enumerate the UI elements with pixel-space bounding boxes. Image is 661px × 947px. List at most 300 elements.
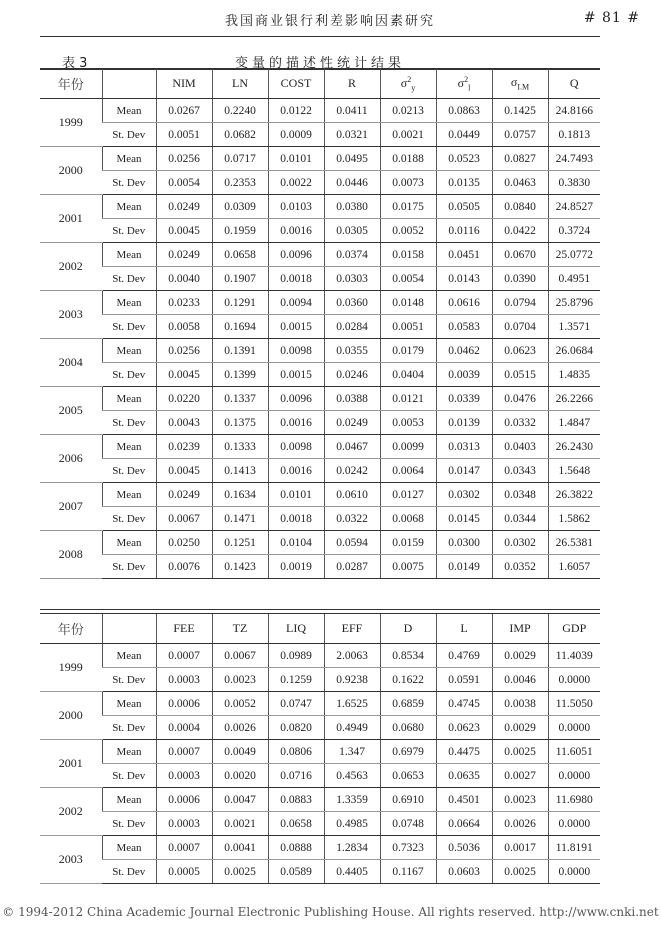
value-cell: 0.0023 <box>212 668 268 692</box>
table-row <box>40 243 600 267</box>
value-cell: 0.0242 <box>324 459 380 483</box>
value-cell: 0.0332 <box>492 411 548 435</box>
year-cell: 2002 <box>40 788 102 836</box>
value-cell: 0.4769 <box>436 644 492 668</box>
stat-label: St. Dev <box>102 123 156 147</box>
stat-label: St. Dev <box>102 860 156 884</box>
value-cell: 0.0015 <box>268 315 324 339</box>
value-cell: 0.0116 <box>436 219 492 243</box>
value-cell: 0.0007 <box>156 836 212 860</box>
table-row <box>40 171 600 195</box>
column-header <box>268 614 324 644</box>
stat-label: Mean <box>102 788 156 812</box>
value-cell: 0.0068 <box>380 507 436 531</box>
value-cell: 0.1375 <box>212 411 268 435</box>
value-cell: 0.0043 <box>156 411 212 435</box>
value-cell: 0.0716 <box>268 764 324 788</box>
value-cell: 0.0249 <box>156 195 212 219</box>
table-row <box>40 459 600 483</box>
table-row <box>40 123 600 147</box>
value-cell: 0.0404 <box>380 363 436 387</box>
column-name: L <box>460 621 468 635</box>
value-cell: 0.0348 <box>492 483 548 507</box>
value-cell: 0.0523 <box>436 147 492 171</box>
table-row <box>40 860 600 884</box>
value-cell: 0.0820 <box>268 716 324 740</box>
value-cell: 0.1291 <box>212 291 268 315</box>
stat-label: Mean <box>102 644 156 668</box>
value-cell: 0.4563 <box>324 764 380 788</box>
value-cell: 0.0147 <box>436 459 492 483</box>
column-name: Q <box>569 76 579 90</box>
stat-label: St. Dev <box>102 171 156 195</box>
value-cell: 0.0505 <box>436 195 492 219</box>
value-cell: 1.347 <box>324 740 380 764</box>
value-cell: 11.5050 <box>548 692 600 716</box>
value-cell: 0.0757 <box>492 123 548 147</box>
value-cell: 0.0049 <box>212 740 268 764</box>
value-cell: 0.0018 <box>268 507 324 531</box>
value-cell: 0.0390 <box>492 267 548 291</box>
value-cell: 0.0053 <box>380 411 436 435</box>
value-cell: 0.1425 <box>492 99 548 123</box>
value-cell: 0.0026 <box>492 812 548 836</box>
value-cell: 0.0018 <box>268 267 324 291</box>
value-cell: 0.1959 <box>212 219 268 243</box>
stats-table-bottom <box>40 614 600 884</box>
value-cell: 0.0004 <box>156 716 212 740</box>
year-cell: 2002 <box>40 243 102 291</box>
value-cell: 0.0015 <box>268 363 324 387</box>
value-cell: 0.0623 <box>436 716 492 740</box>
year-header: 年份 <box>40 614 102 644</box>
table-title: 变量的描述性统计结果 <box>234 56 405 71</box>
stat-label: Mean <box>102 339 156 363</box>
value-cell: 0.0827 <box>492 147 548 171</box>
value-cell: 0.0462 <box>436 339 492 363</box>
value-cell: 0.0054 <box>380 267 436 291</box>
table-number: 表 3 <box>62 56 88 71</box>
table-row <box>40 219 600 243</box>
column-header <box>156 614 212 644</box>
running-title: 我国商业银行利差影响因素研究 <box>224 14 435 29</box>
column-name: FEE <box>173 621 195 635</box>
column-header <box>548 69 600 99</box>
value-cell: 0.0029 <box>492 716 548 740</box>
value-cell: 0.0380 <box>324 195 380 219</box>
value-cell: 1.4847 <box>548 411 600 435</box>
value-cell: 0.0422 <box>492 219 548 243</box>
value-cell: 0.0213 <box>380 99 436 123</box>
stat-label: Mean <box>102 99 156 123</box>
table-row <box>40 764 600 788</box>
table-row <box>40 644 600 668</box>
value-cell: 0.0188 <box>380 147 436 171</box>
value-cell: 0.0680 <box>380 716 436 740</box>
table-row <box>40 483 600 507</box>
value-cell: 0.6979 <box>380 740 436 764</box>
column-name: NIM <box>172 76 196 90</box>
column-header <box>380 69 436 99</box>
value-cell: 0.1391 <box>212 339 268 363</box>
value-cell: 0.0411 <box>324 99 380 123</box>
value-cell: 0.0888 <box>268 836 324 860</box>
value-cell: 0.3830 <box>548 171 600 195</box>
year-cell: 2005 <box>40 387 102 435</box>
value-cell: 0.0594 <box>324 531 380 555</box>
value-cell: 0.1423 <box>212 555 268 579</box>
table-row <box>40 411 600 435</box>
value-cell: 0.1694 <box>212 315 268 339</box>
value-cell: 0.0027 <box>492 764 548 788</box>
stat-label: St. Dev <box>102 363 156 387</box>
value-cell: 11.6980 <box>548 788 600 812</box>
value-cell: 0.0023 <box>492 788 548 812</box>
value-cell: 0.0103 <box>268 195 324 219</box>
value-cell: 0.0863 <box>436 99 492 123</box>
value-cell: 24.8166 <box>548 99 600 123</box>
value-cell: 0.0122 <box>268 99 324 123</box>
table-row <box>40 555 600 579</box>
year-cell: 1999 <box>40 99 102 147</box>
value-cell: 0.0000 <box>548 668 600 692</box>
value-cell: 0.0007 <box>156 740 212 764</box>
value-cell: 0.0806 <box>268 740 324 764</box>
value-cell: 1.3571 <box>548 315 600 339</box>
stat-label: St. Dev <box>102 716 156 740</box>
page-number: # 81 # <box>583 10 640 26</box>
value-cell: 0.0003 <box>156 668 212 692</box>
value-cell: 0.0019 <box>268 555 324 579</box>
value-cell: 0.2353 <box>212 171 268 195</box>
value-cell: 0.0096 <box>268 243 324 267</box>
value-cell: 0.0139 <box>436 411 492 435</box>
value-cell: 26.2266 <box>548 387 600 411</box>
value-cell: 0.0009 <box>268 123 324 147</box>
value-cell: 0.2240 <box>212 99 268 123</box>
value-cell: 0.0589 <box>268 860 324 884</box>
column-header <box>324 614 380 644</box>
value-cell: 0.0374 <box>324 243 380 267</box>
table-row <box>40 740 600 764</box>
header-row <box>40 69 600 99</box>
value-cell: 0.0051 <box>156 123 212 147</box>
value-cell: 11.4039 <box>548 644 600 668</box>
value-cell: 0.0052 <box>380 219 436 243</box>
value-cell: 0.0653 <box>380 764 436 788</box>
column-header <box>324 69 380 99</box>
table-row <box>40 291 600 315</box>
column-name: σ <box>510 75 518 90</box>
value-cell: 0.3724 <box>548 219 600 243</box>
table-row <box>40 435 600 459</box>
value-cell: 0.5036 <box>436 836 492 860</box>
year-cell: 2003 <box>40 836 102 884</box>
stat-label: St. Dev <box>102 668 156 692</box>
year-cell: 2006 <box>40 435 102 483</box>
stat-label: Mean <box>102 531 156 555</box>
value-cell: 0.0016 <box>268 411 324 435</box>
column-header <box>492 69 548 99</box>
value-cell: 0.1907 <box>212 267 268 291</box>
value-cell: 0.0591 <box>436 668 492 692</box>
value-cell: 0.6859 <box>380 692 436 716</box>
value-cell: 0.0302 <box>492 531 548 555</box>
value-cell: 0.0717 <box>212 147 268 171</box>
value-cell: 0.0045 <box>156 219 212 243</box>
stat-label: St. Dev <box>102 764 156 788</box>
value-cell: 0.0610 <box>324 483 380 507</box>
value-cell: 0.0635 <box>436 764 492 788</box>
value-cell: 11.8191 <box>548 836 600 860</box>
value-cell: 0.0067 <box>156 507 212 531</box>
value-cell: 0.0054 <box>156 171 212 195</box>
value-cell: 0.0989 <box>268 644 324 668</box>
value-cell: 0.0016 <box>268 459 324 483</box>
value-cell: 0.0360 <box>324 291 380 315</box>
value-cell: 0.0148 <box>380 291 436 315</box>
value-cell: 0.0451 <box>436 243 492 267</box>
year-cell: 2000 <box>40 692 102 740</box>
column-header <box>436 69 492 99</box>
value-cell: 0.1333 <box>212 435 268 459</box>
year-cell: 2001 <box>40 740 102 788</box>
value-cell: 1.5648 <box>548 459 600 483</box>
value-cell: 26.2430 <box>548 435 600 459</box>
value-cell: 1.3359 <box>324 788 380 812</box>
value-cell: 0.0051 <box>380 315 436 339</box>
value-cell: 0.4949 <box>324 716 380 740</box>
value-cell: 0.0704 <box>492 315 548 339</box>
value-cell: 0.0149 <box>436 555 492 579</box>
value-cell: 0.0052 <box>212 692 268 716</box>
value-cell: 25.8796 <box>548 291 600 315</box>
value-cell: 24.7493 <box>548 147 600 171</box>
stat-label: Mean <box>102 387 156 411</box>
value-cell: 0.0016 <box>268 219 324 243</box>
value-cell: 0.0623 <box>492 339 548 363</box>
value-cell: 0.1399 <box>212 363 268 387</box>
value-cell: 0.0098 <box>268 339 324 363</box>
stat-label: St. Dev <box>102 219 156 243</box>
column-header <box>492 614 548 644</box>
value-cell: 26.5381 <box>548 531 600 555</box>
value-cell: 0.0041 <box>212 836 268 860</box>
value-cell: 0.0747 <box>268 692 324 716</box>
value-cell: 0.0670 <box>492 243 548 267</box>
value-cell: 0.0073 <box>380 171 436 195</box>
table-row <box>40 788 600 812</box>
value-cell: 0.0321 <box>324 123 380 147</box>
value-cell: 0.0096 <box>268 387 324 411</box>
value-cell: 0.0005 <box>156 860 212 884</box>
value-cell: 0.0025 <box>492 740 548 764</box>
value-cell: 0.0021 <box>380 123 436 147</box>
column-name: EFF <box>341 621 363 635</box>
column-superscript: 2 <box>464 74 469 84</box>
value-cell: 0.4501 <box>436 788 492 812</box>
value-cell: 0.0658 <box>268 812 324 836</box>
column-name: TZ <box>232 621 248 635</box>
value-cell: 0.1251 <box>212 531 268 555</box>
value-cell: 0.0515 <box>492 363 548 387</box>
column-name: LIQ <box>286 621 306 635</box>
table-row <box>40 315 600 339</box>
value-cell: 0.0449 <box>436 123 492 147</box>
stat-label: Mean <box>102 692 156 716</box>
value-cell: 0.1259 <box>268 668 324 692</box>
value-cell: 0.0682 <box>212 123 268 147</box>
value-cell: 0.0075 <box>380 555 436 579</box>
value-cell: 0.0664 <box>436 812 492 836</box>
value-cell: 0.0249 <box>156 243 212 267</box>
value-cell: 0.4985 <box>324 812 380 836</box>
value-cell: 0.0067 <box>212 644 268 668</box>
value-cell: 1.6057 <box>548 555 600 579</box>
value-cell: 11.6051 <box>548 740 600 764</box>
value-cell: 0.0007 <box>156 644 212 668</box>
table-row <box>40 99 600 123</box>
value-cell: 0.0017 <box>492 836 548 860</box>
value-cell: 0.0101 <box>268 147 324 171</box>
value-cell: 0.0220 <box>156 387 212 411</box>
value-cell: 0.0045 <box>156 363 212 387</box>
value-cell: 0.0000 <box>548 812 600 836</box>
value-cell: 0.0076 <box>156 555 212 579</box>
stat-label: Mean <box>102 243 156 267</box>
value-cell: 1.4835 <box>548 363 600 387</box>
column-header <box>380 614 436 644</box>
year-cell: 2000 <box>40 147 102 195</box>
value-cell: 0.0476 <box>492 387 548 411</box>
value-cell: 0.0021 <box>212 812 268 836</box>
value-cell: 0.7323 <box>380 836 436 860</box>
value-cell: 0.0339 <box>436 387 492 411</box>
value-cell: 0.0046 <box>492 668 548 692</box>
value-cell: 0.0249 <box>324 411 380 435</box>
year-header: 年份 <box>40 69 102 99</box>
stat-label: St. Dev <box>102 459 156 483</box>
table-row <box>40 339 600 363</box>
table-row <box>40 387 600 411</box>
value-cell: 0.0883 <box>268 788 324 812</box>
value-cell: 0.0403 <box>492 435 548 459</box>
value-cell: 26.0684 <box>548 339 600 363</box>
stat-label: Mean <box>102 483 156 507</box>
column-name: LN <box>232 76 248 90</box>
value-cell: 0.4951 <box>548 267 600 291</box>
value-cell: 0.0135 <box>436 171 492 195</box>
value-cell: 0.0003 <box>156 764 212 788</box>
column-header <box>548 614 600 644</box>
table-row <box>40 267 600 291</box>
value-cell: 0.0658 <box>212 243 268 267</box>
value-cell: 0.0064 <box>380 459 436 483</box>
value-cell: 0.6910 <box>380 788 436 812</box>
value-cell: 0.0267 <box>156 99 212 123</box>
value-cell: 0.0748 <box>380 812 436 836</box>
column-header <box>156 69 212 99</box>
value-cell: 0.0388 <box>324 387 380 411</box>
column-header <box>212 614 268 644</box>
value-cell: 2.0063 <box>324 644 380 668</box>
value-cell: 0.0352 <box>492 555 548 579</box>
value-cell: 0.0145 <box>436 507 492 531</box>
value-cell: 0.0039 <box>436 363 492 387</box>
value-cell: 0.1622 <box>380 668 436 692</box>
value-cell: 0.4475 <box>436 740 492 764</box>
column-name: IMP <box>509 621 531 635</box>
stats-table-top <box>40 69 600 579</box>
header-rule <box>40 36 600 37</box>
stat-label: Mean <box>102 740 156 764</box>
stat-label: Mean <box>102 195 156 219</box>
value-cell: 0.0003 <box>156 812 212 836</box>
stat-label: Mean <box>102 836 156 860</box>
value-cell: 25.0772 <box>548 243 600 267</box>
value-cell: 0.0104 <box>268 531 324 555</box>
value-cell: 0.0256 <box>156 147 212 171</box>
column-name: σ <box>457 75 465 90</box>
value-cell: 0.0249 <box>156 483 212 507</box>
value-cell: 0.0303 <box>324 267 380 291</box>
value-cell: 0.0313 <box>436 435 492 459</box>
year-cell: 2004 <box>40 339 102 387</box>
column-name: D <box>403 621 413 635</box>
stat-label: St. Dev <box>102 315 156 339</box>
column-name: R <box>347 76 356 90</box>
value-cell: 0.0020 <box>212 764 268 788</box>
running-head <box>20 10 640 32</box>
column-name: COST <box>280 76 312 90</box>
stat-label: St. Dev <box>102 555 156 579</box>
value-cell: 0.0000 <box>548 860 600 884</box>
value-cell: 0.0300 <box>436 531 492 555</box>
column-header <box>212 69 268 99</box>
value-cell: 0.0603 <box>436 860 492 884</box>
column-subscript: I.M <box>517 82 530 92</box>
value-cell: 0.0000 <box>548 716 600 740</box>
copyright-footer: © 1994-2012 China Academic Journal Electronic Publishing House. All rights reserved. http://www.cnki.net <box>2 905 659 919</box>
value-cell: 0.0309 <box>212 195 268 219</box>
column-subscript: l <box>468 83 471 93</box>
value-cell: 0.0250 <box>156 531 212 555</box>
value-cell: 0.0127 <box>380 483 436 507</box>
value-cell: 1.6525 <box>324 692 380 716</box>
column-header <box>268 69 324 99</box>
value-cell: 0.0121 <box>380 387 436 411</box>
value-cell: 0.1337 <box>212 387 268 411</box>
value-cell: 0.0158 <box>380 243 436 267</box>
value-cell: 0.0038 <box>492 692 548 716</box>
table-row <box>40 531 600 555</box>
value-cell: 0.0022 <box>268 171 324 195</box>
value-cell: 0.9238 <box>324 668 380 692</box>
table-row <box>40 363 600 387</box>
value-cell: 0.0101 <box>268 483 324 507</box>
table-row <box>40 195 600 219</box>
value-cell: 0.0099 <box>380 435 436 459</box>
year-cell: 2007 <box>40 483 102 531</box>
table-row <box>40 812 600 836</box>
value-cell: 0.0794 <box>492 291 548 315</box>
stat-label: St. Dev <box>102 411 156 435</box>
value-cell: 0.0355 <box>324 339 380 363</box>
table-row <box>40 692 600 716</box>
stat-label: St. Dev <box>102 812 156 836</box>
value-cell: 0.0006 <box>156 788 212 812</box>
stat-label: Mean <box>102 291 156 315</box>
